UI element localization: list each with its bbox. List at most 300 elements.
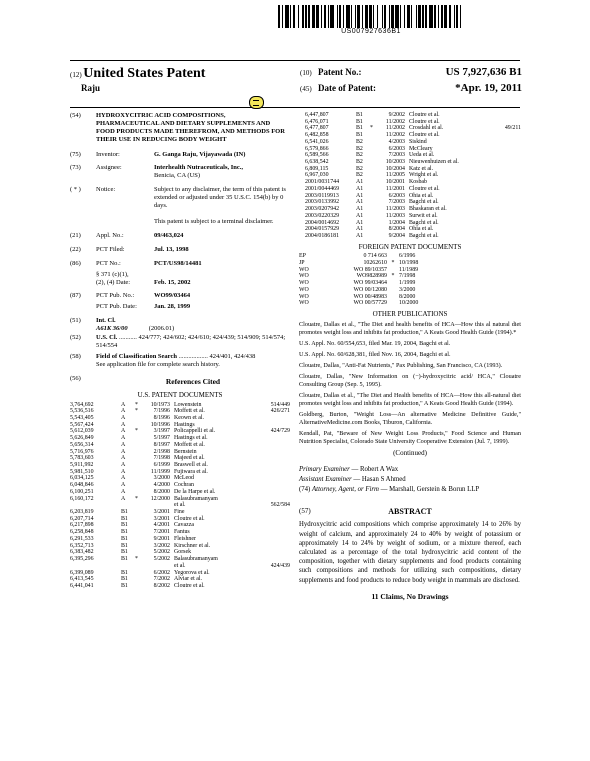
- citation-name: McCleary: [409, 145, 433, 152]
- attorney-code: (74): [299, 485, 311, 493]
- citation-kind: B1: [121, 542, 128, 549]
- citation-number: 5,656,314: [70, 441, 94, 448]
- citation-kind: A1: [356, 226, 364, 233]
- citation-name: Bagchi et al.: [409, 199, 439, 206]
- citation-number: 2004/0157929: [305, 226, 340, 233]
- citation-marker: [133, 449, 140, 456]
- citation-name: Kosbab: [409, 179, 427, 186]
- citation-number: 6,383,482: [70, 549, 94, 556]
- foreign-marker: [387, 294, 399, 301]
- citation-name: Bagchi et al.: [409, 232, 439, 239]
- citation-name: Yegorova et al.: [174, 569, 210, 576]
- citation-kind: A: [121, 462, 126, 468]
- citation-row: [70, 576, 290, 583]
- citation-kind: A1: [356, 206, 364, 213]
- citation-class: [494, 146, 521, 153]
- citation-kind: [118, 502, 133, 509]
- citation-marker: [133, 570, 140, 577]
- citation-name: Balasubramanyam: [174, 556, 218, 563]
- citation-number: 2004/0186181: [305, 232, 340, 239]
- patent-date-row: [300, 82, 522, 98]
- s371-date: Feb. 15, 2002: [154, 278, 191, 286]
- citation-class: [494, 213, 521, 220]
- citation-name: Bernstein: [174, 448, 197, 455]
- citation-row: [70, 563, 290, 570]
- field-label: Field of Classification Search: [96, 353, 177, 361]
- citation-kind: B2: [356, 165, 363, 172]
- foreign-date: 10/2000: [399, 300, 419, 307]
- barcode-number: US007927636B1: [341, 28, 401, 35]
- citation-marker: [368, 193, 375, 200]
- pct-filed-code: (22): [70, 245, 81, 253]
- citation-row: [299, 119, 521, 126]
- citation-number: 6,399,089: [70, 569, 94, 576]
- citation-name: Bagchi et al.: [409, 219, 439, 226]
- citation-row: [299, 152, 521, 159]
- citation-number: 6,809,115: [305, 165, 329, 172]
- citation-kind: A1: [356, 212, 364, 219]
- citation-class: [494, 132, 521, 139]
- citation-name: Cloutre et al.: [174, 582, 205, 589]
- document-title: United States Patent: [83, 66, 206, 81]
- citation-row: [70, 408, 290, 415]
- citation-name: Fujiwara et al.: [174, 468, 208, 475]
- citation-number: 2004/0014692: [305, 219, 340, 226]
- pct-pub-date-label: PCT Pub. Date:: [96, 303, 137, 311]
- citation-number: 6,203,819: [70, 509, 94, 516]
- field-value: 424/401, 424/438: [209, 353, 256, 361]
- citation-kind: B1: [121, 549, 128, 556]
- title-field: [70, 112, 290, 145]
- foreign-row: [299, 294, 521, 301]
- abstract-code: (57): [299, 506, 311, 515]
- citation-class: [255, 475, 290, 482]
- other-publications: [299, 321, 521, 445]
- publication-entry: U.S. Appl. No. 60/554,653, filed Mar. 19, 2004, Bagchi et al.: [299, 340, 451, 348]
- citation-date: 10/2001: [385, 179, 405, 186]
- citation-kind: B1: [121, 509, 128, 516]
- citation-class: [255, 449, 290, 456]
- citation-date: 4/2001: [153, 522, 170, 529]
- foreign-patents-table: [299, 253, 521, 307]
- foreign-marker: *: [391, 273, 395, 280]
- foreign-date: 3/2000: [399, 286, 416, 293]
- citation-marker: [133, 543, 140, 550]
- citation-marker: *: [135, 428, 138, 435]
- citation-class: [255, 442, 290, 449]
- citation-date: 1/2004: [388, 219, 405, 226]
- pct-filed-field: [70, 246, 290, 254]
- citation-class: [494, 206, 521, 213]
- header-code: (12): [70, 71, 82, 79]
- citation-kind: A1: [356, 199, 364, 206]
- foreign-country: WO: [299, 273, 309, 280]
- citation-date: 4/2000: [153, 482, 170, 489]
- citation-marker: [133, 509, 140, 516]
- citation-number: [70, 502, 118, 509]
- inventor-surname: Raju: [81, 83, 101, 93]
- foreign-date: 6/1996: [399, 253, 416, 260]
- foreign-row: [299, 300, 521, 307]
- citation-class: 424/729: [270, 428, 290, 435]
- citation-number: 6,482,858: [305, 132, 329, 139]
- foreign-row: [299, 260, 521, 267]
- citation-name: Nieuwenhuizen et al.: [409, 159, 459, 166]
- citation-name: Hastings: [174, 421, 195, 428]
- citation-marker: [133, 529, 140, 536]
- citation-date: 7/2002: [153, 576, 170, 583]
- citation-marker: [368, 172, 375, 179]
- citation-date: 3/2002: [153, 542, 170, 549]
- foreign-number: WO 00/57729: [353, 300, 387, 307]
- citation-row: [299, 193, 521, 200]
- citation-date: 8/2000: [153, 488, 170, 495]
- citation-marker: [133, 442, 140, 449]
- foreign-row: [299, 273, 521, 280]
- citation-name: Hastings et al.: [174, 435, 208, 442]
- citation-number: 6,447,807: [305, 112, 329, 118]
- left-column: [70, 112, 290, 590]
- citation-kind: B1: [121, 535, 128, 542]
- citation-marker: [133, 489, 140, 496]
- citation-name: Cloutre et al.: [409, 112, 440, 118]
- patent-number-label: Patent No.:: [318, 67, 362, 77]
- citation-date: 10/2003: [385, 159, 405, 166]
- citation-row: [70, 516, 290, 523]
- citation-name: Braswell et al.: [174, 462, 208, 468]
- foreign-row: [299, 253, 521, 260]
- refs-field: [70, 375, 290, 389]
- citation-number: 6,100,251: [70, 488, 94, 495]
- citation-date: 7/2003: [388, 152, 405, 159]
- citation-marker: [368, 233, 375, 240]
- certificate-icon[interactable]: [249, 96, 264, 109]
- patent-number-row: [300, 66, 522, 82]
- citation-kind: B1: [121, 522, 128, 529]
- citation-class: [255, 543, 290, 550]
- citation-class: [255, 482, 290, 489]
- citation-row: [299, 213, 521, 220]
- publication-entry: Clouatre, Dallas et al., "The Diet and health benefits of HCA—How this al natural diet promotes weight loss and inhibits fat production," A Keats Good Health Guide (1994).*: [299, 321, 521, 337]
- header-bottom-rule: [70, 107, 520, 108]
- citation-row: [299, 172, 521, 179]
- citation-kind: A: [121, 482, 126, 489]
- notice-field: [70, 186, 290, 226]
- citation-kind: [118, 563, 133, 570]
- citation-marker: *: [135, 495, 138, 502]
- citation-date: 11/2003: [385, 206, 405, 213]
- citation-date: 8/1997: [153, 441, 170, 448]
- header-rule: [70, 60, 520, 61]
- citation-row: [299, 159, 521, 166]
- citation-row: [70, 455, 290, 462]
- attorney-label: Attorney, Agent, or Firm: [312, 485, 379, 493]
- citation-name: Fantus: [174, 529, 190, 536]
- citation-class: 424/439: [270, 562, 290, 569]
- appl-label: Appl. No.:: [96, 231, 124, 239]
- citation-date: 7/2001: [153, 529, 170, 536]
- citation-number: 5,536,516: [70, 408, 94, 415]
- citation-kind: A: [121, 408, 126, 415]
- pct-pub-no-field: [70, 292, 290, 300]
- citation-number: 2001/0031744: [305, 179, 340, 186]
- abstract-text: Hydroxycitric acid compositions which comprise approximately 14 to 26% by weight of calcium, and approximately 24 to 40% by weight of potassium or approximately 14 to 24% by weight of sodium, or a mixture thereof, each calculated as a percentage of the total hydroxycitric acid content of the composition, together with dietary supplements and food products containing such compositions and methods for utilizing such compositions, dietary supplements and food products to reduce body weight in mammals are disclosed.: [299, 521, 521, 584]
- citation-class: [255, 529, 290, 536]
- citation-kind: B1: [121, 569, 128, 576]
- citation-name: Surwit et al.: [409, 212, 438, 219]
- patent-number: US 7,927,636 B1: [445, 66, 522, 78]
- foreign-number: WO 00/12080: [353, 286, 387, 293]
- citation-row: [70, 522, 290, 529]
- citation-row: [299, 125, 521, 132]
- primary-examiner-label: Primary Examiner: [299, 466, 350, 474]
- citation-date: 7/2003: [388, 199, 405, 206]
- int-cl-class: A61K 36/00: [96, 325, 128, 333]
- publication-entry: Goldberg, Burton, "Weight Loss—An alternative Medicine Definitive Guide," AlternativeMedicine.com Books, Tiburon, California.: [299, 410, 521, 426]
- inventor-value: G. Ganga Raju, Vijayawada (IN): [154, 150, 246, 158]
- citation-row: [299, 226, 521, 233]
- citation-row: [70, 422, 290, 429]
- barcode-bar: [461, 5, 463, 28]
- citation-name: Ueda et al.: [409, 152, 435, 159]
- citation-number: 6,413,545: [70, 576, 94, 583]
- citation-class: [255, 469, 290, 476]
- citation-date: 9/2001: [153, 535, 170, 542]
- foreign-number: WO 00/48983: [353, 293, 387, 300]
- assignee-code: (73): [70, 164, 81, 172]
- citation-kind: A1: [356, 192, 364, 199]
- int-cl-code: (51): [70, 317, 81, 325]
- citation-number: 6,638,542: [305, 159, 329, 166]
- citation-class: [494, 233, 521, 240]
- citation-name: Wright et al.: [409, 172, 439, 179]
- citation-number: 5,626,849: [70, 435, 94, 442]
- refs-code: (56): [70, 374, 81, 382]
- publication-entry: U.S. Appl. No. 60/628,381, filed Nov. 16, 2004, Bagchi et al.: [299, 351, 451, 359]
- citation-class: [255, 489, 290, 496]
- citation-class: [494, 186, 521, 193]
- pct-no-label: PCT No.:: [96, 259, 121, 267]
- citation-name: De la Harpe et al.: [174, 488, 216, 495]
- citation-name: Cochran: [174, 482, 194, 489]
- citation-marker: [368, 119, 375, 126]
- citation-name: Cavazza: [174, 522, 194, 529]
- citation-date: 9/2004: [388, 232, 405, 239]
- citation-marker: [133, 475, 140, 482]
- citation-number: 6,441,041: [70, 582, 94, 589]
- citation-marker: [133, 536, 140, 543]
- citation-row: [299, 206, 521, 213]
- citation-marker: [368, 112, 375, 119]
- citation-number: 5,911,992: [70, 462, 94, 468]
- citation-number: 6,217,898: [70, 522, 94, 529]
- citation-marker: [133, 576, 140, 583]
- citation-row: [70, 428, 290, 435]
- citation-name: McLeod: [174, 475, 194, 482]
- citation-date: 9/2002: [388, 112, 405, 118]
- title-code: (54): [70, 112, 81, 119]
- citation-number: 6,477,807: [305, 125, 329, 132]
- primary-examiner-line: [299, 465, 521, 475]
- int-cl-label: Int. Cl.: [96, 317, 116, 325]
- citation-name: Fleishner: [174, 535, 196, 542]
- citation-class: [494, 172, 521, 179]
- citation-name: Moffett et al.: [174, 441, 205, 448]
- citation-marker: [133, 455, 140, 462]
- citation-date: 6/2003: [388, 145, 405, 152]
- int-cl-field: [70, 317, 290, 333]
- citation-class: [494, 159, 521, 166]
- inventor-field: [70, 151, 290, 159]
- citation-class: [494, 119, 521, 126]
- citation-name: Cloutre et al.: [409, 132, 440, 139]
- citation-marker: [368, 152, 375, 159]
- citation-marker: [368, 159, 375, 166]
- citation-name: Policappelli et al.: [174, 428, 216, 435]
- s371-line1: § 371 (c)(1),: [96, 270, 129, 278]
- citation-date: 6/2002: [153, 569, 170, 576]
- citation-date: 10/1973: [150, 401, 170, 408]
- citation-class: 514/449: [270, 401, 290, 408]
- citation-row: [70, 415, 290, 422]
- citation-number: 6,048,846: [70, 482, 94, 489]
- continued-note: (Continued): [393, 448, 427, 457]
- citation-date: 11/2003: [385, 212, 405, 219]
- citation-kind: A: [121, 414, 126, 421]
- citation-kind: A: [121, 428, 126, 435]
- citation-kind: A: [121, 421, 126, 428]
- citation-number: 6,034,125: [70, 475, 94, 482]
- citation-marker: [368, 132, 375, 139]
- foreign-date: 8/2000: [399, 293, 416, 300]
- citation-marker: [133, 482, 140, 489]
- citation-class: [255, 516, 290, 523]
- citation-kind: A: [121, 435, 126, 442]
- citation-date: 12/2000: [150, 495, 170, 502]
- citation-row: [70, 442, 290, 449]
- citation-number: 3,764,692: [70, 401, 94, 408]
- citation-kind: A: [121, 475, 126, 482]
- appl-code: (21): [70, 231, 81, 239]
- citation-marker: [133, 462, 140, 469]
- citation-row: [299, 199, 521, 206]
- citation-row: [299, 233, 521, 240]
- citation-marker: [133, 502, 140, 509]
- citation-class: [255, 549, 290, 556]
- citation-kind: A1: [356, 185, 364, 192]
- citation-date: 5/2002: [153, 549, 170, 556]
- foreign-row: [299, 287, 521, 294]
- citation-number: 6,160,172: [70, 495, 94, 502]
- citation-name: Gorsek: [174, 549, 192, 556]
- citation-kind: B2: [356, 138, 363, 145]
- citation-name: Kirschner et al.: [174, 542, 211, 549]
- citation-kind: B2: [356, 145, 363, 152]
- citation-date: 11/2005: [385, 172, 405, 179]
- publication-entry: Clouatre, Dallas et al., "The Diet and Health benefits of HCA—How this all-natural diet promotes weight loss and inhibits fat production," A Keats Good Health Guide (1994).: [299, 392, 521, 407]
- s371-field: [70, 271, 290, 287]
- citation-marker: [133, 469, 140, 476]
- field-search: (58) Field of Classification Search .................. 424/401, 424/438 See application file for complete search history.: [70, 353, 256, 368]
- foreign-date: 10/1998: [399, 259, 419, 266]
- citation-name: Siskind: [409, 138, 427, 145]
- publication-entry: Kendall, Pat, "Beware of New Weight Loss Products," Food Science and Human Nutrition Specialist, Colorado State University Cooperative Extension (Jul. 7, 1999).: [299, 429, 521, 445]
- foreign-date: 1/1999: [399, 280, 416, 287]
- notice-code: ( * ): [70, 186, 81, 194]
- citation-date: 11/1999: [150, 468, 170, 475]
- citation-date: 3/1997: [153, 428, 170, 435]
- citation-row: [299, 146, 521, 153]
- citation-date: 7/1996: [153, 408, 170, 415]
- citation-class: [494, 152, 521, 159]
- pct-pub-no-label: PCT Pub. No.:: [96, 292, 135, 300]
- citation-kind: B1: [121, 515, 128, 522]
- foreign-number: WO9828989: [356, 273, 387, 280]
- notice-text: Subject to any disclaimer, the term of this patent is extended or adjusted under 35 U.S.C. 154(b) by 0 days.: [154, 186, 286, 210]
- citation-date: 6/1999: [153, 462, 170, 468]
- refs-heading: References Cited: [165, 376, 221, 386]
- citation-row: [70, 556, 290, 563]
- other-pub-heading: OTHER PUBLICATIONS: [372, 309, 448, 318]
- citation-class: [255, 455, 290, 462]
- assignee-field: [70, 164, 290, 180]
- citation-number: 6,352,713: [70, 542, 94, 549]
- pct-pub-number: WO99/03464: [154, 292, 191, 300]
- citation-number: 5,716,976: [70, 448, 94, 455]
- citation-date: 5/1997: [153, 435, 170, 442]
- citation-marker: [133, 415, 140, 422]
- pct-no-field: [70, 260, 290, 268]
- us-cl-code: (52): [70, 334, 81, 342]
- citation-date: 10/2004: [385, 165, 405, 172]
- pct-pub-date-field: [70, 303, 290, 311]
- citation-row: [70, 549, 290, 556]
- citation-kind: A: [121, 401, 126, 408]
- citation-date: 3/2001: [153, 515, 170, 522]
- citation-row: [299, 132, 521, 139]
- us-cl-label: U.S. Cl.: [96, 334, 118, 342]
- citation-number: 5,567,424: [70, 421, 94, 428]
- citation-row: [70, 435, 290, 442]
- citation-marker: [368, 226, 375, 233]
- citation-row: [299, 186, 521, 193]
- patent-date-label: Date of Patent:: [318, 83, 376, 93]
- citation-name: Alviar et al.: [174, 576, 202, 583]
- citation-row: [299, 179, 521, 186]
- citation-kind: A1: [356, 219, 364, 226]
- citation-kind: B1: [356, 132, 363, 139]
- notice-label: Notice:: [96, 186, 116, 194]
- pct-filed-label: PCT Filed:: [96, 245, 125, 253]
- foreign-date: 11/1989: [399, 266, 419, 273]
- citation-kind: B1: [356, 125, 363, 132]
- citation-name: Fine: [174, 509, 185, 516]
- citation-row: [70, 536, 290, 543]
- citation-kind: B2: [356, 152, 363, 159]
- citation-date: 11/2002: [385, 125, 405, 132]
- citation-date: 8/1996: [153, 414, 170, 421]
- citation-kind: B1: [121, 582, 128, 589]
- citation-marker: [368, 179, 375, 186]
- examiners: [299, 465, 521, 495]
- assistant-examiner-line: [299, 475, 521, 485]
- citation-row: [70, 502, 290, 509]
- citation-marker: *: [135, 401, 138, 408]
- pct-pub-date: Jan. 28, 1999: [154, 303, 191, 311]
- citation-kind: B1: [121, 556, 128, 563]
- citation-name: Cloutre et al.: [409, 185, 440, 192]
- assignee-place: Benicia, CA (US): [154, 172, 201, 180]
